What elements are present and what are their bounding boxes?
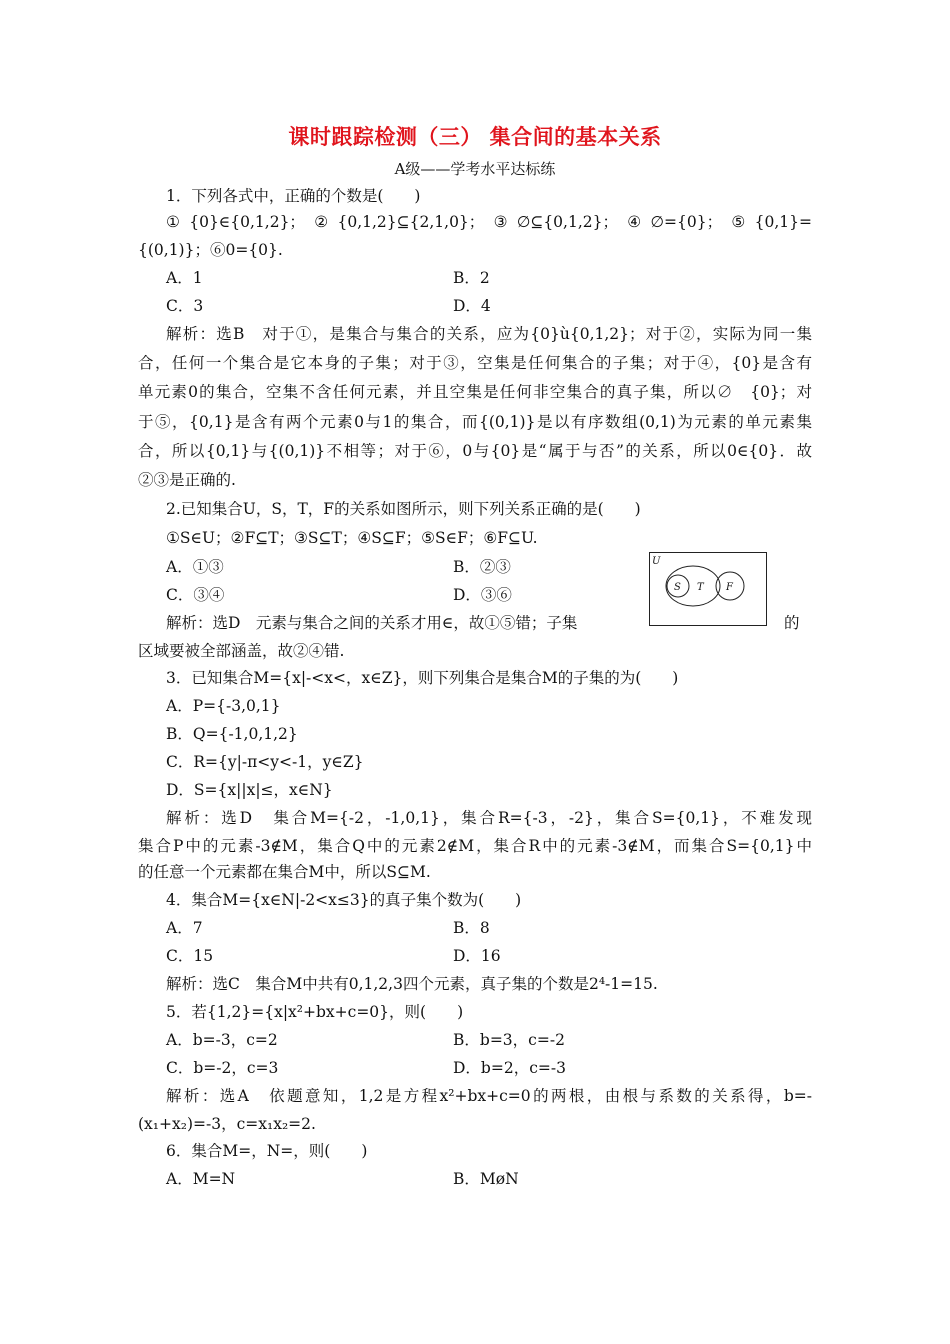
q3-solution-line: 的任意一个元素都在集合M中，所以S⊆M. <box>138 863 431 881</box>
venn-label-t: T <box>697 582 704 593</box>
q2-solution-line: 区域要被全部涵盖，故②④错. <box>138 642 345 660</box>
q1-solution-line: 单元素0的集合，空集不含任何元素，并且空集是任何非空集合的真子集，所以∅ {0}；对 <box>138 383 812 401</box>
q1-option-a: A．1 <box>166 269 203 287</box>
venn-diagram <box>649 552 767 626</box>
venn-label-f: F <box>726 582 733 593</box>
q4-option-d: D．16 <box>453 947 501 965</box>
q3-solution-line: 集合P中的元素-3∉M，集合Q中的元素2∉M，集合R中的元素-3∉M，而集合S={0,1}中 <box>138 837 812 855</box>
q5-option-c: C．b=-2，c=3 <box>166 1059 279 1077</box>
q1-option-d: D．4 <box>453 297 491 315</box>
q3-option-b: B．Q={-1,0,1,2} <box>166 725 298 743</box>
q5-solution-line: 解析：选A 依题意知，1,2是方程x²+bx+c=0的两根，由根与系数的关系得，b=- <box>166 1087 812 1105</box>
q3-option-c: C．R={y|-π<y<-1，y∈Z} <box>166 753 364 771</box>
q1-option-c: C．3 <box>166 297 204 315</box>
q1-solution-line: 合，所以{0,1}与{(0,1)}不相等；对于⑥，0与{0}是“属于与否”的关系，所以0∈{0}．故 <box>138 442 812 460</box>
q4-option-b: B．8 <box>453 919 490 937</box>
q1-solution-line: 合，任何一个集合是它本身的子集；对于③，空集是任何集合的子集；对于④，{0}是含有 <box>138 354 812 372</box>
q6-option-a: A．M=N <box>166 1170 236 1188</box>
q1-statements-line2: {(0,1)}；⑥0={0}. <box>138 241 283 259</box>
q2-stem: 2.已知集合U，S，T，F的关系如图所示，则下列关系正确的是( ) <box>166 500 641 518</box>
q5-option-a: A．b=-3，c=2 <box>166 1031 278 1049</box>
section-subtitle: A级——学考水平达标练 <box>394 160 556 178</box>
q2-option-b: B．②③ <box>453 558 511 576</box>
q2-solution-line-tail: 的 <box>784 614 800 632</box>
q3-stem: 3．已知集合M={x|-<x<，x∈Z}，则下列集合是集合M的子集的为( ) <box>166 669 679 687</box>
q3-option-d: D．S={x||x|≤，x∈N} <box>166 781 333 799</box>
q3-option-a: A．P={-3,0,1} <box>166 697 281 715</box>
q4-stem: 4．集合M={x∈N|-2<x≤3}的真子集个数为( ) <box>166 891 522 909</box>
venn-label-u: U <box>652 556 661 567</box>
q2-option-d: D．③⑥ <box>453 586 512 604</box>
q6-stem: 6．集合M=，N=，则( ) <box>166 1142 368 1160</box>
q6-option-b: B．MøN <box>453 1170 519 1188</box>
q1-solution-line: ②③是正确的. <box>138 471 236 489</box>
q5-solution-line: (x₁+x₂)=-3，c=x₁x₂=2. <box>138 1115 316 1133</box>
q1-solution-line: 于⑤，{0,1}是含有两个元素0与1的集合，而{(0,1)}是以有序数组(0,1)为元素的单元素集 <box>138 413 812 431</box>
q1-statements-line1: ①{0}∈{0,1,2}；②{0,1,2}⊆{2,1,0}；③∅⊆{0,1,2}；④∅={0}；⑤{0,1}= <box>166 213 812 231</box>
venn-label-s: S <box>674 582 681 593</box>
q3-solution-line: 解析：选D 集合M={-2，-1,0,1}，集合R={-3，-2}，集合S={0,1}，不难发现 <box>166 809 812 827</box>
q1-stem: 1．下列各式中，正确的个数是( ) <box>166 187 421 205</box>
q2-solution-line: 解析：选D 元素与集合之间的关系才用∈，故①⑤错；子集 <box>166 614 578 632</box>
q5-option-b: B．b=3，c=-2 <box>453 1031 565 1049</box>
q2-option-c: C．③④ <box>166 586 225 604</box>
q1-option-b: B．2 <box>453 269 490 287</box>
q2-option-a: A．①③ <box>166 558 224 576</box>
q5-option-d: D．b=2，c=-3 <box>453 1059 566 1077</box>
q4-option-a: A．7 <box>166 919 203 937</box>
q4-option-c: C．15 <box>166 947 214 965</box>
q5-stem: 5．若{1,2}={x|x²+bx+c=0}，则( ) <box>166 1003 464 1021</box>
page-title: 课时跟踪检测（三） 集合间的基本关系 <box>288 125 662 149</box>
q4-solution: 解析：选C 集合M中共有0,1,2,3四个元素，真子集的个数是2⁴-1=15. <box>166 975 658 993</box>
q1-solution-line: 解析：选B 对于①，是集合与集合的关系，应为{0}ù{0,1,2}；对于②，实际为同一集 <box>166 325 812 343</box>
q2-statements: ①S∈U；②F⊆T；③S⊆T；④S⊆F；⑤S∈F；⑥F⊆U. <box>166 529 538 547</box>
